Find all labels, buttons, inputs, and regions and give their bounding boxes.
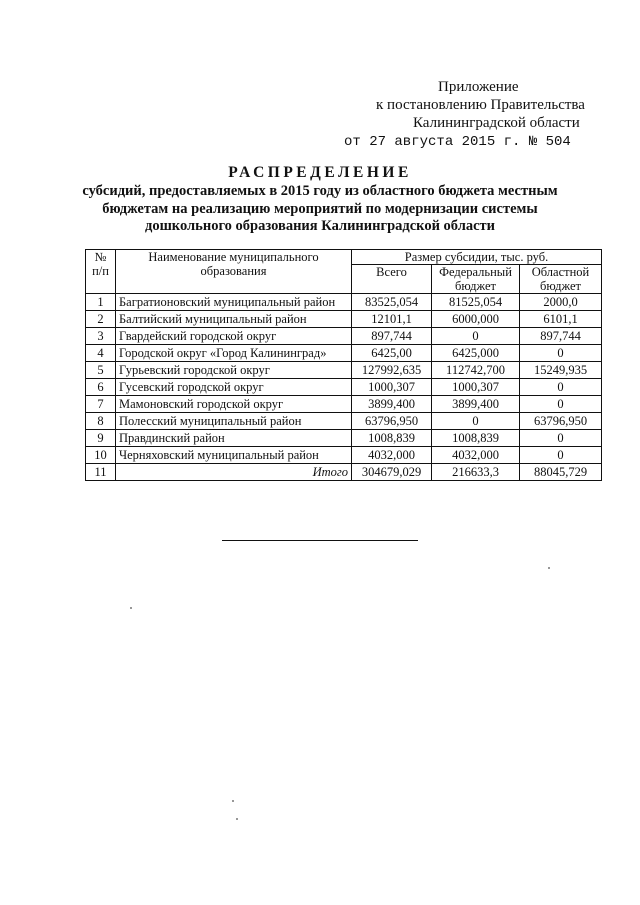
total-row-total: 304679,029 [352, 464, 432, 481]
total-row-label: Итого [116, 464, 352, 481]
table-row [86, 430, 602, 447]
row-num: 3 [86, 328, 116, 345]
row-name: Полесский муниципальный район [116, 413, 352, 430]
row-name: Черняховский муниципальный район [116, 447, 352, 464]
row-name: Гвардейский городской округ [116, 328, 352, 345]
row-federal: 4032,000 [432, 447, 520, 464]
row-name: Гурьевский городской округ [116, 362, 352, 379]
appendix-title: Приложение [438, 79, 519, 95]
row-regional: 0 [520, 447, 602, 464]
total-row-regional: 88045,729 [520, 464, 602, 481]
row-total: 1000,307 [352, 379, 432, 396]
appendix-date-number: от 27 августа 2015 г. № 504 [344, 134, 571, 150]
row-federal: 0 [432, 413, 520, 430]
row-num: 1 [86, 294, 116, 311]
scan-speck [130, 607, 132, 609]
row-name: Мамоновский городской округ [116, 396, 352, 413]
row-total: 3899,400 [352, 396, 432, 413]
header-name: Наименование муниципального образования [116, 250, 352, 294]
table-row [86, 413, 602, 430]
row-federal: 1000,307 [432, 379, 520, 396]
row-total: 4032,000 [352, 447, 432, 464]
total-row-num: 11 [86, 464, 116, 481]
row-num: 8 [86, 413, 116, 430]
subsidy-table [85, 249, 602, 481]
row-federal: 81525,054 [432, 294, 520, 311]
table-total-row [86, 464, 602, 481]
row-name: Багратионовский муниципальный район [116, 294, 352, 311]
row-total: 63796,950 [352, 413, 432, 430]
appendix-block [340, 78, 610, 151]
row-regional: 0 [520, 430, 602, 447]
row-name: Городской округ «Город Калининград» [116, 345, 352, 362]
row-num: 4 [86, 345, 116, 362]
table-row [86, 447, 602, 464]
row-total: 6425,00 [352, 345, 432, 362]
scan-speck [548, 567, 550, 569]
table-row [86, 328, 602, 345]
total-row-federal: 216633,3 [432, 464, 520, 481]
row-regional: 0 [520, 379, 602, 396]
scan-speck [232, 800, 234, 802]
row-total: 127992,635 [352, 362, 432, 379]
table-row [86, 379, 602, 396]
row-federal: 112742,700 [432, 362, 520, 379]
header-subsidy-group: Размер субсидии, тыс. руб. [352, 250, 602, 265]
row-name: Гусевский городской округ [116, 379, 352, 396]
row-regional: 0 [520, 345, 602, 362]
table-row [86, 396, 602, 413]
row-name: Правдинский район [116, 430, 352, 447]
row-regional: 15249,935 [520, 362, 602, 379]
appendix-resolution: к постановлению Правительства [376, 97, 585, 113]
row-name: Балтийский муниципальный район [116, 311, 352, 328]
end-divider-line [222, 540, 418, 541]
row-regional: 2000,0 [520, 294, 602, 311]
row-regional: 0 [520, 396, 602, 413]
row-num: 2 [86, 311, 116, 328]
row-regional: 897,744 [520, 328, 602, 345]
row-total: 83525,054 [352, 294, 432, 311]
row-num: 5 [86, 362, 116, 379]
scan-speck [236, 818, 238, 820]
row-regional: 6101,1 [520, 311, 602, 328]
row-federal: 6425,000 [432, 345, 520, 362]
header-regional: Областной бюджет [520, 265, 602, 294]
header-num: № п/п [86, 250, 116, 294]
row-federal: 1008,839 [432, 430, 520, 447]
row-num: 7 [86, 396, 116, 413]
row-federal: 3899,400 [432, 396, 520, 413]
table-body [86, 294, 602, 481]
header-federal: Федеральный бюджет [432, 265, 520, 294]
row-total: 897,744 [352, 328, 432, 345]
table-row [86, 345, 602, 362]
row-federal: 6000,000 [432, 311, 520, 328]
row-total: 1008,839 [352, 430, 432, 447]
table-row [86, 294, 602, 311]
row-federal: 0 [432, 328, 520, 345]
header-total: Всего [352, 265, 432, 294]
appendix-region: Калининградской области [413, 115, 580, 131]
row-total: 12101,1 [352, 311, 432, 328]
row-regional: 63796,950 [520, 413, 602, 430]
table-row [86, 311, 602, 328]
document-title: РАСПРЕДЕЛЕНИЕ [228, 164, 412, 181]
document-subtitle: субсидий, предоставляемых в 2015 году из областного бюджета местным бюджетам на реализацию мероприятий по модернизации системы дошкольного образования Калининградской области [82, 183, 558, 234]
row-num: 6 [86, 379, 116, 396]
row-num: 9 [86, 430, 116, 447]
row-num: 10 [86, 447, 116, 464]
table-row [86, 362, 602, 379]
